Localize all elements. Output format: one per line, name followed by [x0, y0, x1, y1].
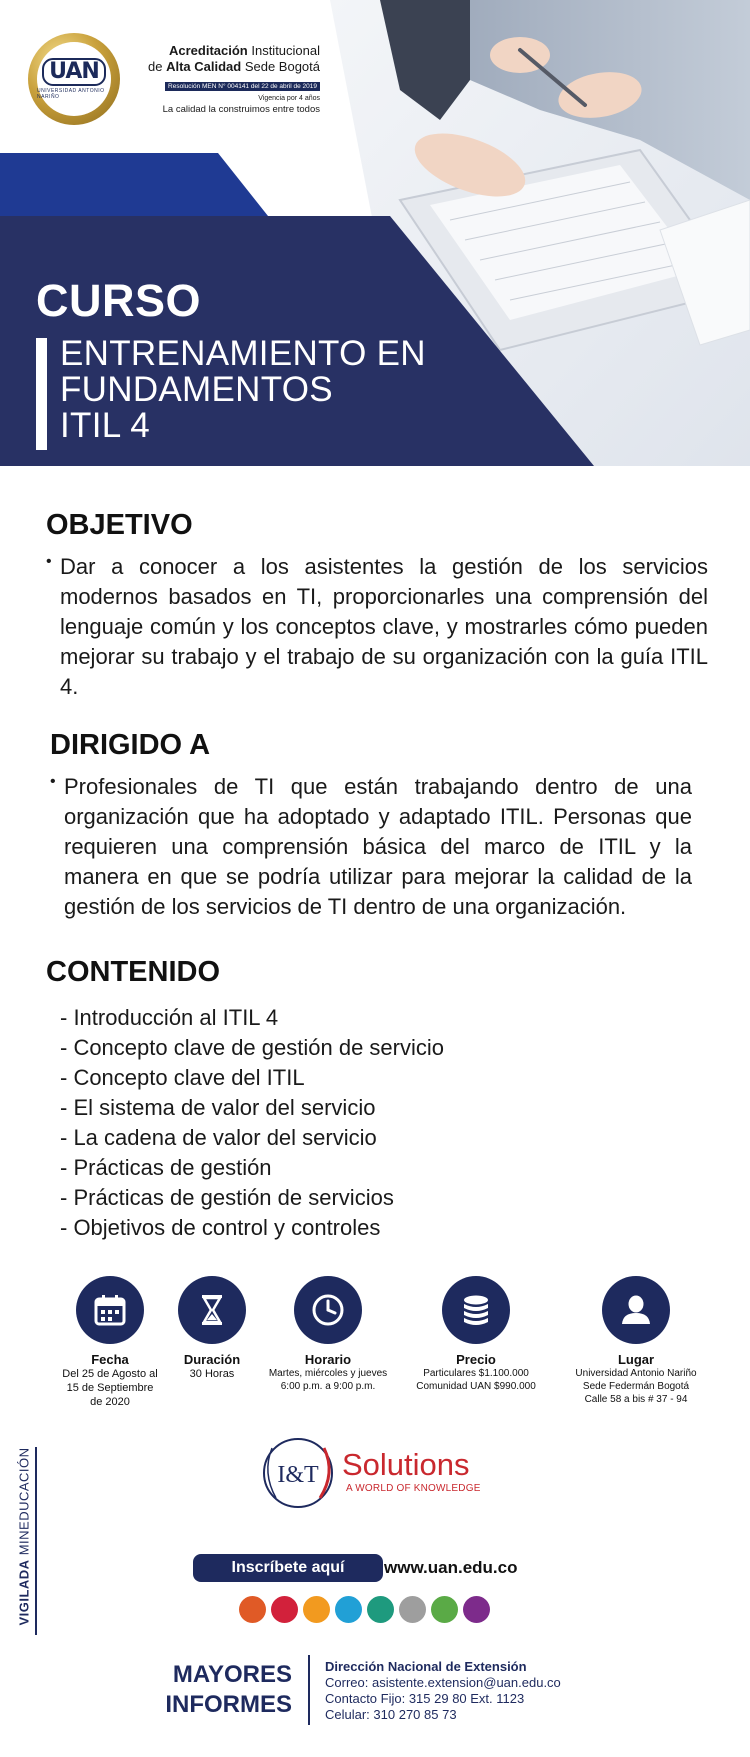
color-dots	[239, 1596, 499, 1624]
contact-mobile: Celular: 310 270 85 73	[325, 1707, 457, 1722]
dirigido-title: DIRIGIDO A	[50, 729, 211, 761]
it-logo-text: I&T	[277, 1462, 319, 1488]
it-solutions-emblem	[258, 1436, 338, 1508]
contenido-section	[46, 955, 708, 1243]
hero-text	[36, 274, 536, 444]
course-info-row	[30, 1276, 730, 1426]
accreditation-block	[124, 43, 320, 115]
accreditation-quality: Alta Calidad	[166, 59, 242, 74]
list-item: - Concepto clave del ITIL	[60, 1065, 305, 1090]
objetivo-text: Dar a conocer a los asistentes la gestión de los servicios modernos basados en TI, proporcionarles una comprensión del lenguaje común y los conceptos clave, y mostrarles cómo pueden mejorar su trabajo y el trabajo de su organización con la guía ITIL 4.	[60, 554, 708, 699]
bullet-icon: •	[46, 553, 52, 570]
color-dot	[303, 1596, 330, 1623]
vigilada-bold: VIGILADA	[16, 1559, 32, 1626]
list-item: - Prácticas de gestión	[60, 1155, 272, 1180]
dirigido-text: Profesionales de TI que están trabajando dentro de una organización que ha adoptado y adaptado ITIL. Personas que requieren una comprensión básica del marco de ITIL y la manera en que se podría utilizar para mejorar la calidad de la gestión de los servicios de TI dentro de una organización.	[64, 774, 692, 919]
info-text: Comunidad UAN $990.000	[416, 1381, 536, 1392]
objetivo-section	[46, 508, 708, 702]
vigilada-rest: MINEDUCACIÓN	[16, 1447, 32, 1560]
info-label: Fecha	[91, 1352, 129, 1367]
list-item: - El sistema de valor del servicio	[60, 1095, 376, 1120]
accreditation-resolution: Resolución MEN N° 004141 del 22 de abril de 2019	[165, 82, 320, 91]
person-icon	[602, 1276, 670, 1344]
course-label: CURSO	[36, 275, 202, 326]
contact-email[interactable]: Correo: asistente.extension@uan.edu.co	[325, 1675, 561, 1690]
list-item: - Introducción al ITIL 4	[60, 1005, 279, 1030]
accreditation-rest: Institucional	[247, 43, 320, 58]
vertical-divider	[35, 1447, 37, 1635]
info-label: Horario	[304, 1352, 352, 1367]
course-title	[36, 336, 536, 444]
list-item: - La cadena de valor del servicio	[60, 1125, 377, 1150]
list-item: - Prácticas de gestión de servicios	[60, 1185, 394, 1210]
info-label: Lugar	[617, 1352, 655, 1367]
color-dot	[335, 1596, 362, 1623]
vigilada-mineducacion	[9, 1447, 39, 1635]
accreditation-bold: Acreditación	[168, 43, 248, 58]
uan-logo-text: UAN	[42, 58, 106, 86]
color-dot	[367, 1596, 394, 1623]
uan-logo-block	[28, 33, 318, 128]
course-title-line: FUNDAMENTOS	[60, 370, 333, 409]
footer-divider	[308, 1655, 310, 1725]
solutions-name: Solutions	[342, 1447, 470, 1482]
info-text: Particulares $1.100.000	[423, 1368, 529, 1379]
info-horario	[248, 1276, 408, 1393]
info-text: Calle 58 a bis # 37 - 94	[584, 1394, 688, 1405]
dirigido-bullet	[50, 772, 692, 922]
website-link[interactable]: www.uan.edu.co	[384, 1558, 518, 1577]
accreditation-pre: de	[148, 59, 167, 74]
hourglass-icon	[178, 1276, 246, 1344]
mayores-line: MAYORES	[172, 1661, 292, 1688]
color-dot	[239, 1596, 266, 1623]
uan-logo	[28, 33, 120, 125]
list-item: - Objetivos de control y controles	[60, 1215, 381, 1240]
list-item: - Concepto clave de gestión de servicio	[60, 1035, 444, 1060]
contact-phone: Contacto Fijo: 315 29 80 Ext. 1123	[325, 1691, 525, 1706]
info-lugar	[556, 1276, 716, 1406]
info-text: Del 25 de Agosto al	[62, 1368, 158, 1380]
info-text: 6:00 p.m. a 9:00 p.m.	[280, 1381, 376, 1392]
bullet-icon: •	[50, 773, 56, 790]
dirigido-section	[50, 728, 692, 922]
clock-icon	[294, 1276, 362, 1344]
title-accent-bar	[36, 338, 47, 450]
info-label: Duración	[183, 1352, 241, 1367]
accreditation-tagline: La calidad la construimos entre todos	[162, 104, 320, 115]
info-label: Precio	[456, 1352, 496, 1367]
informes-line: INFORMES	[165, 1691, 292, 1718]
course-title-line: ENTRENAMIENTO EN	[60, 334, 426, 373]
info-text: Martes, miércoles y jueves	[268, 1368, 388, 1379]
mayores-informes	[150, 1660, 292, 1720]
objetivo-bullet	[46, 552, 708, 702]
coins-icon	[442, 1276, 510, 1344]
solutions-tagline: A WORLD OF KNOWLEDGE	[346, 1483, 481, 1494]
contenido-title: CONTENIDO	[46, 956, 220, 988]
info-text: de 2020	[90, 1396, 130, 1408]
it-solutions-logo	[258, 1436, 498, 1508]
info-text: Sede Federmán Bogotá	[582, 1381, 690, 1392]
objetivo-title: OBJETIVO	[46, 509, 193, 541]
course-title-line: ITIL 4	[60, 406, 150, 445]
info-text: 30 Horas	[189, 1368, 235, 1380]
register-button[interactable]: Inscríbete aquí	[193, 1554, 383, 1582]
color-dot	[463, 1596, 490, 1623]
contact-title: Dirección Nacional de Extensión	[325, 1659, 527, 1674]
accreditation-campus: Sede Bogotá	[241, 59, 320, 74]
info-text: 15 de Septiembre	[66, 1382, 154, 1394]
color-dot	[271, 1596, 298, 1623]
contenido-list	[46, 1003, 708, 1243]
contact-block	[325, 1659, 625, 1723]
accreditation-validity: Vigencia por 4 años	[258, 95, 320, 102]
info-precio	[396, 1276, 556, 1393]
vigilada-text	[17, 1442, 32, 1632]
info-text: Universidad Antonio Nariño	[575, 1368, 697, 1379]
color-dot	[399, 1596, 426, 1623]
color-dot	[431, 1596, 458, 1623]
uan-logo-subtext: UNIVERSIDAD ANTONIO NARIÑO	[37, 88, 105, 100]
hero-banner	[0, 0, 750, 466]
